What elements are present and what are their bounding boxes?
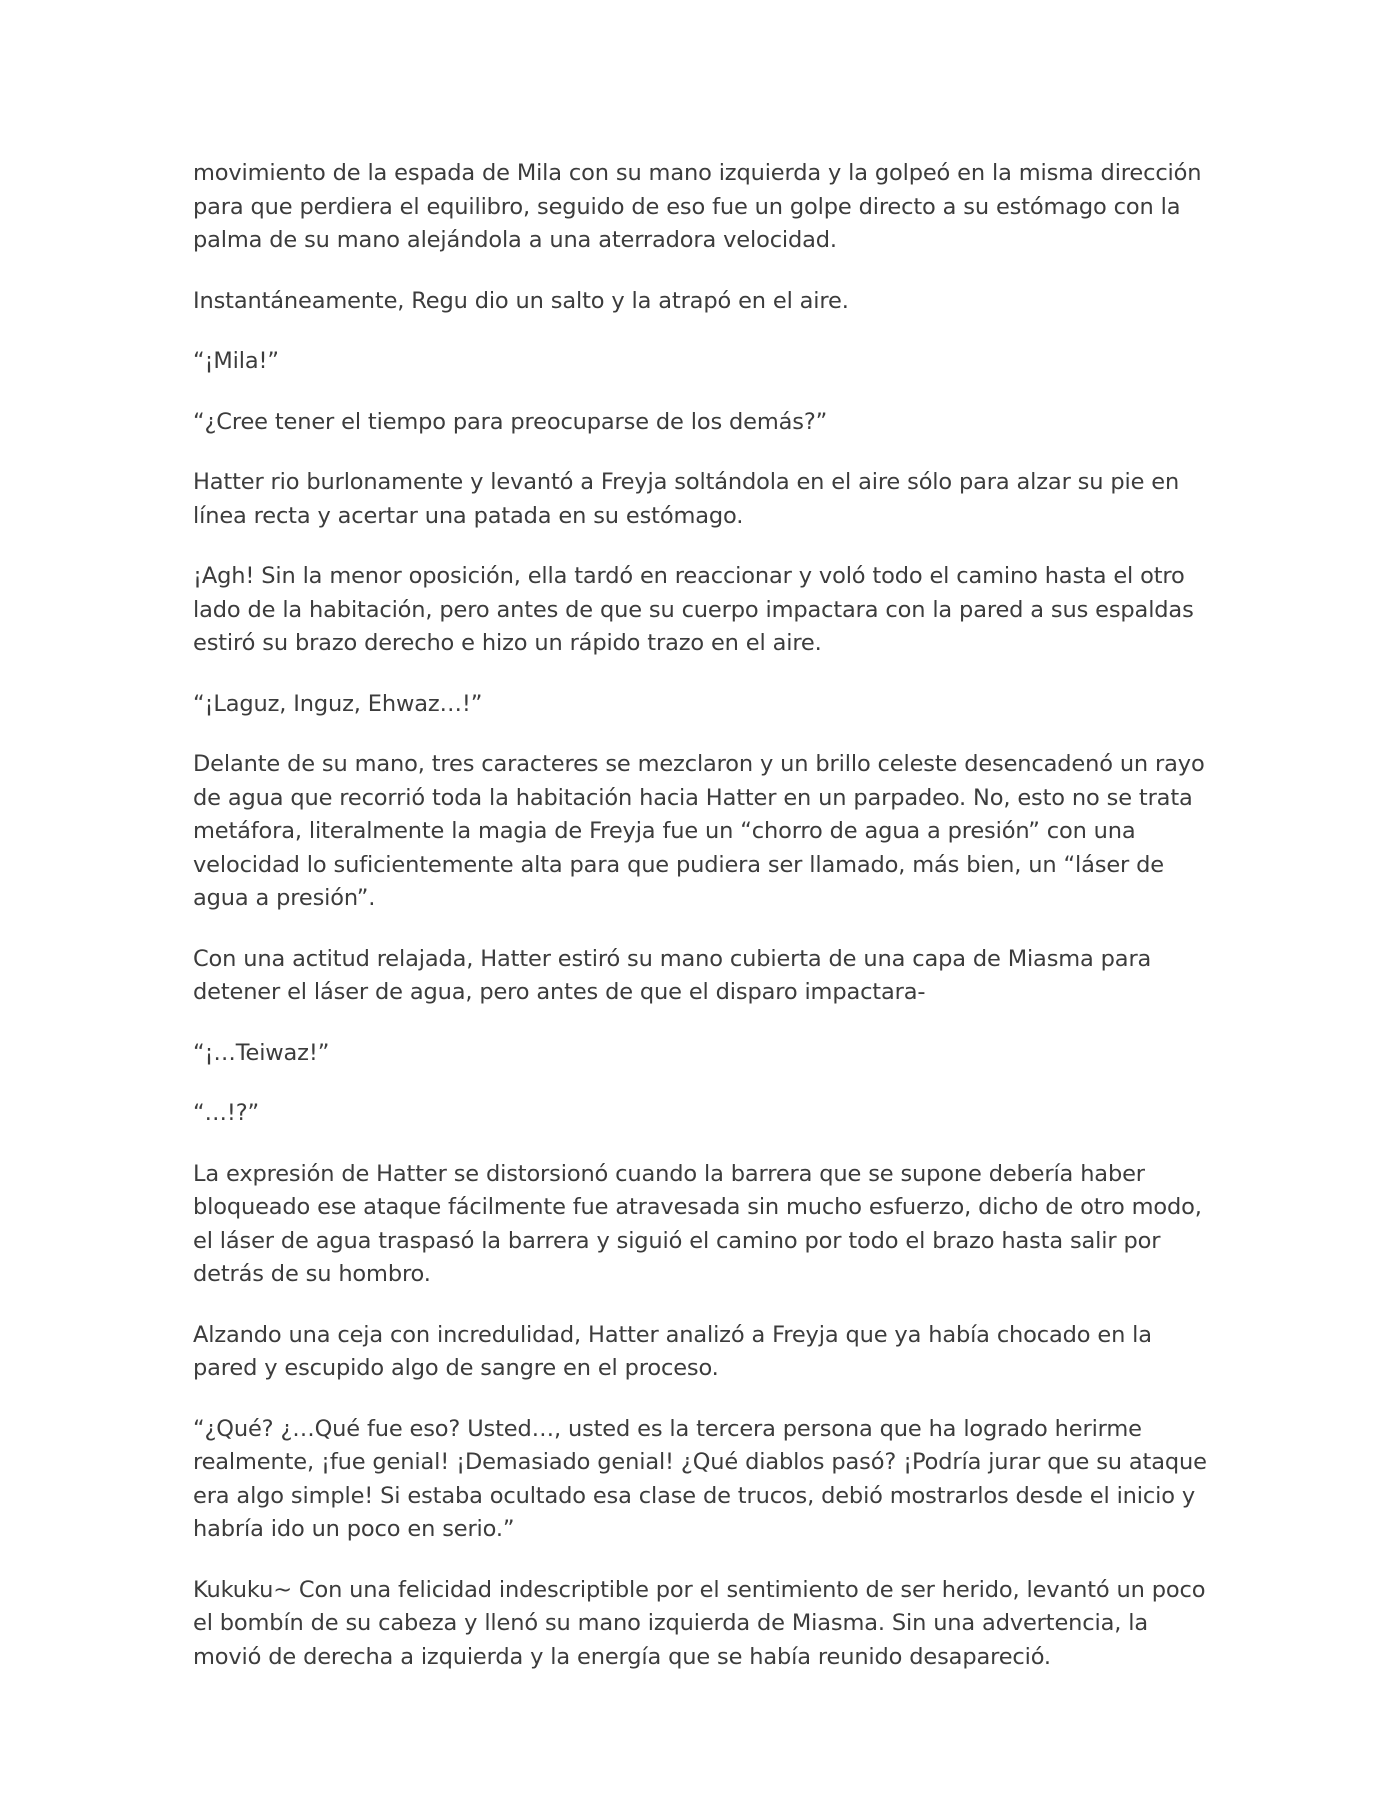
document-body <box>193 157 1223 1701</box>
paragraph-14: “¿Qué? ¿…Qué fue eso? Usted…, usted es la tercera persona que ha logrado herirme realmente, ¡fue genial! ¡Demasiado genial! ¿Qué diablos pasó? ¡Podría jurar que su ataque era algo simple! Si estaba ocultado esa clase de trucos, debió mostrarlos desde el inicio y habría ido un poco en serio.” <box>193 1415 1207 1542</box>
paragraph-15: Kukuku~ Con una felicidad indescriptible por el sentimiento de ser herido, levantó un poco el bombín de su cabeza y llenó su mano izquierda de Miasma. Sin una advertencia, la movió de derecha a izquierda y la energía que se había reunido desapareció. <box>193 1576 1206 1670</box>
paragraph-4: “¿Cree tener el tiempo para preocuparse de los demás?” <box>193 408 828 435</box>
paragraph-7: “¡Laguz, Inguz, Ehwaz…!” <box>193 690 483 717</box>
paragraph-13: Alzando una ceja con incredulidad, Hatter analizó a Freyja que ya había chocado en la pared y escupido algo de sangre en el proceso. <box>193 1321 1152 1381</box>
paragraph-8: Delante de su mano, tres caracteres se mezclaron y un brillo celeste desencadenó un rayo de agua que recorrió toda la habitación hacia Hatter en un parpadeo. No, esto no se trata metáfora, literalmente la magia de Freyja fue un “chorro de agua a presión” con una velocidad lo suficientemente alta para que pudiera ser llamado, más bien, un “láser de agua a presión”. <box>193 751 1205 911</box>
paragraph-3: “¡Mila!” <box>193 348 279 374</box>
paragraph-1: movimiento de la espada de Mila con su mano izquierda y la golpeó en la misma dirección para que perdiera el equilibro, seguido de eso fue un golpe directo a su estómago con la palma de su mano alejándola a una aterradora velocidad. <box>193 160 1202 253</box>
paragraph-12: La expresión de Hatter se distorsionó cuando la barrera que se supone debería haber bloqueado ese ataque fácilmente fue atravesada sin mucho esfuerzo, dicho de otro modo, el láser de agua traspasó la barrera y siguió el camino por todo el brazo hasta salir por detrás de su hombro. <box>193 1160 1202 1287</box>
paragraph-6: ¡Agh! Sin la menor oposición, ella tardó en reaccionar y voló todo el camino hasta el otro lado de la habitación, pero antes de que su cuerpo impactara con la pared a sus espaldas estiró su brazo derecho e hizo un rápido trazo en el aire. <box>193 563 1194 656</box>
paragraph-2: Instantáneamente, Regu dio un salto y la atrapó en el aire. <box>193 287 849 314</box>
paragraph-5: Hatter rio burlonamente y levantó a Freyja soltándola en el aire sólo para alzar su pie en línea recta y acertar una patada en su estómago. <box>193 469 1180 529</box>
paragraph-9: Con una actitud relajada, Hatter estiró su mano cubierta de una capa de Miasma para detener el láser de agua, pero antes de que el disparo impactara- <box>193 945 1152 1005</box>
paragraph-11: “…!?” <box>193 1100 260 1126</box>
paragraph-10: “¡…Teiwaz!” <box>193 1039 330 1066</box>
